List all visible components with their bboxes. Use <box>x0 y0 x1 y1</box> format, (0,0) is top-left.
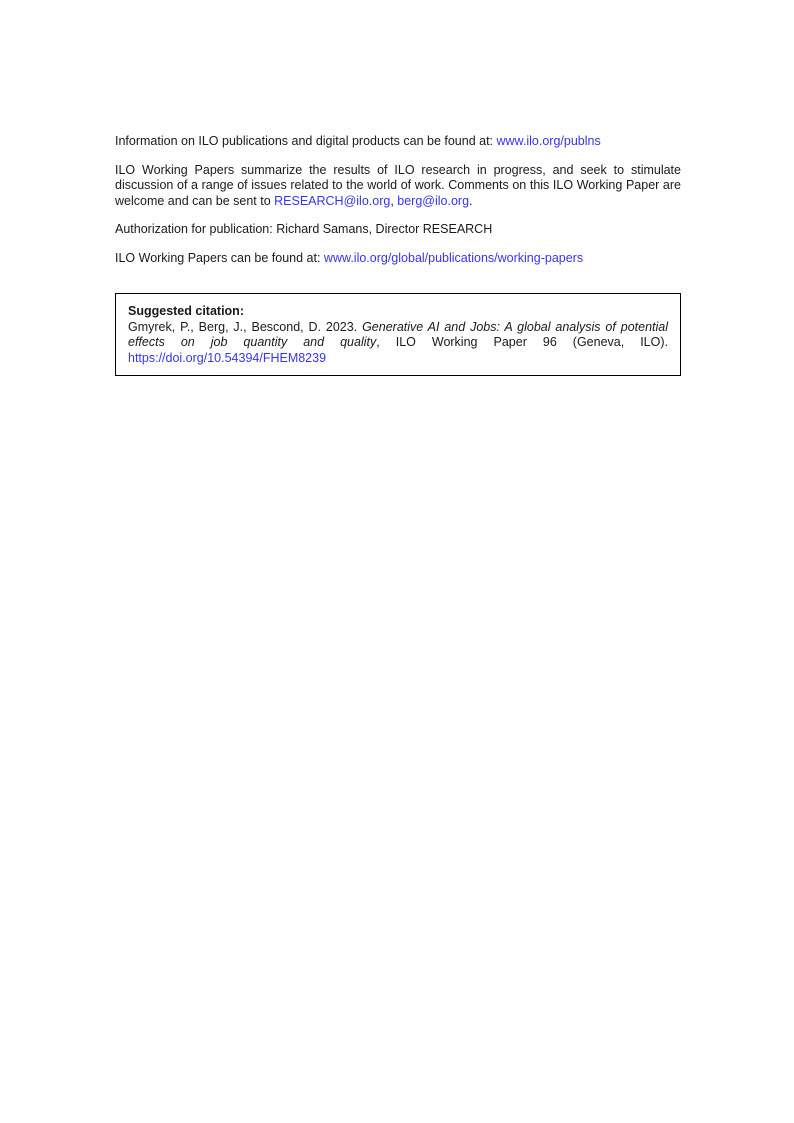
citation-authors: Gmyrek, P., Berg, J., Bescond, D. 2023. <box>128 319 363 334</box>
authorization-text: Authorization for publication: Richard Samans, Director RESEARCH <box>115 222 493 236</box>
link-research-email[interactable]: RESEARCH@ilo.org <box>274 193 391 208</box>
citation-doi-link[interactable]: https://doi.org/10.54394/FHEM8239 <box>128 350 327 365</box>
working-papers-summary-text: ILO Working Papers summarize the results of ILO research in progress, and seek to stimulate discussion of a range of issues related to the world of work. Comments on this ILO Working Paper are welcome and can be sent to <box>115 162 681 208</box>
para-publications-info <box>115 134 681 150</box>
citation-box <box>115 293 681 376</box>
sentence-period: . <box>469 193 473 208</box>
citation-title: Generative AI and Jobs: A global analysis of potential effects on job quantity and quality <box>128 319 669 349</box>
citation-heading: Suggested citation: <box>128 304 244 318</box>
para-authorization <box>115 222 681 238</box>
working-papers-location-text: ILO Working Papers can be found at: <box>115 250 324 265</box>
citation-text <box>128 320 668 367</box>
para-working-papers-location <box>115 251 681 267</box>
citation-publication-info: , ILO Working Paper 96 (Geneva, ILO). <box>376 335 668 349</box>
publications-info-text: Information on ILO publications and digital products can be found at: <box>115 134 497 148</box>
page-content <box>115 134 681 376</box>
para-working-papers-summary <box>115 163 681 210</box>
link-working-papers[interactable]: www.ilo.org/global/publications/working-papers <box>323 250 584 265</box>
email-separator: , <box>390 193 398 208</box>
link-ilo-publns[interactable]: www.ilo.org/publns <box>496 134 601 148</box>
link-berg-email[interactable]: berg@ilo.org <box>397 193 470 208</box>
